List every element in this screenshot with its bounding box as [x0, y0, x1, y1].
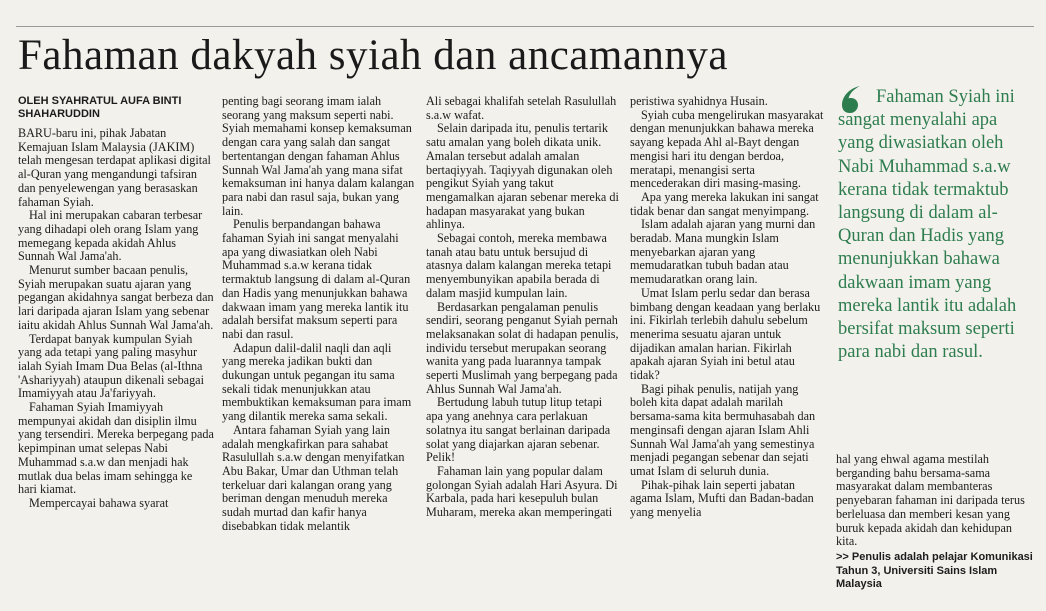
paragraph: Fahaman lain yang popular dalam golongan Syiah adalah Hari Asyura. Di Karbala, pada hari kesepuluh bulan Muharam, mereka akan memperingati — [426, 463, 618, 520]
byline: OLEH SYAHRATUL AUFA BINTI SHAHARUDDIN — [18, 95, 182, 120]
paragraph: Sebagai contoh, mereka membawa tanah atau batu untuk bersujud di atasnya dalam kalangan mereka tetapi menyembunyikan apabila berada di dalam masjid kumpulan lain. — [426, 231, 612, 300]
paragraph: peristiwa syahidnya Husain. — [630, 95, 768, 108]
paragraph: Selain daripada itu, penulis tertarik satu amalan yang boleh dikata unik. Amalan tersebut adalah amalan bertaqiyyah. Taqiyyah digunakan oleh pengikut Syiah yang takut mengamalkan ajaran sebenar mereka di hadapan masyarakat yang bukan ahlinya. — [426, 121, 619, 232]
paragraph: Pihak-pihak lain seperti jabatan agama Islam, Mufti dan Badan-badan yang menyelia — [630, 477, 814, 520]
paragraph: Menurut sumber bacaan penulis, Syiah merupakan suatu ajaran yang pegangan akidahnya sangat berbeza dan lari daripada ajaran Islam yang sebenar iaitu akidah Ahlus Sunnah Wal Jama'ah. — [18, 263, 214, 332]
top-rule — [16, 26, 1034, 27]
article-column-2 — [222, 95, 418, 605]
article-column-5 — [836, 453, 1032, 549]
article-column-4 — [630, 95, 826, 605]
paragraph: Mempercayai bahawa syarat — [29, 495, 169, 510]
paragraph: Berdasarkan pengalaman penulis sendiri, seorang penganut Syiah pernah melaksanakan solat di hadapan penulis, individu tersebut merupakan seorang wanita yang pada luarannya tampak seperti Muslimah yang berpegang pada Ahlus Sunnah Wal Jama'ah. — [426, 299, 619, 396]
article-column-3 — [426, 95, 622, 605]
paragraph: hal yang ehwal agama mestilah berganding bahu bersama-sama masyarakat dalam membanteras penyebaran fahaman ini daripada terus berleluasa dan memberi kesan yang buruk kepada akidah dan kehidupan kita. — [836, 452, 1025, 549]
pull-quote: Fahaman Syiah ini sangat menyalahi apa yang diwasiatkan oleh Nabi Muhammad s.a.w kerana tidak termaktub langsung di dalam al-Quran dan Hadis yang menunjukkan bahawa dakwaan imam yang mereka lantik itu adalah bersifat maksum seperti para nabi dan rasul. — [838, 87, 1017, 363]
paragraph: Adapun dalil-dalil naqli dan aqli yang mereka jadikan bukti dan dukungan untuk pegangan itu sama sekali tidak menunjukkan atau membuktikan kemaksuman para imam yang dilantik mereka sama sekali. — [222, 340, 412, 424]
paragraph: Terdapat banyak kumpulan Syiah yang ada tetapi yang paling masyhur ialah Syiah Imam Dua Belas (al-Ithna 'Ashariyyah) ataupun dikenali sebagai Imamiyyah atau Ja'fariyyah. — [18, 331, 204, 401]
paragraph: BARU-baru ini, pihak Jabatan Kemajuan Islam Malaysia (JAKIM) telah mengesan terdapat aplikasi digital al-Quran yang mengandungi tafsiran dan penyelewengan yang berasaskan fahaman Syiah. — [18, 126, 211, 209]
paragraph: Apa yang mereka lakukan ini sangat tidak benar dan sangat menyimpang. — [630, 189, 819, 218]
paragraph: Hal ini merupakan cabaran terbesar yang dihadapi oleh orang Islam yang memegang kepada akidah Ahlus Sunnah Wal Jama'ah. — [18, 208, 203, 264]
author-note: >> Penulis adalah pelajar Komunikasi Tahun 3, Universiti Sains Islam Malaysia — [836, 551, 1033, 590]
paragraph: Bagi pihak penulis, natijah yang boleh kita dapat adalah marilah bersama-sama kita bermuhasabah dan menginsafi dengan ajaran Islam Ahli Sunnah Wal Jama'ah yang semestinya menjadi pegangan sebenar dan sejati umat Islam di seluruh dunia. — [630, 381, 816, 478]
paragraph: Bertudung labuh tutup litup tetapi apa yang anehnya cara perlakuan solatnya itu sangat berlainan daripada solat yang diajarkan ajaran sebenar. Pelik! — [426, 395, 611, 465]
paragraph: Syiah cuba mengelirukan masyarakat dengan menunjukkan bahawa mereka sayang kepada Ahl al-Bayt dengan mengisi hari itu dengan berdoa, meratapi, menangisi serta mencederakan diri masing-masing. — [630, 107, 824, 191]
headline: Fahaman dakyah syiah dan ancamannya — [18, 32, 729, 79]
paragraph: penting bagi seorang imam ialah seorang yang maksum seperti nabi. Syiah memahami konsep kemaksuman dengan cara yang salah dan sangat bertentangan dengan fahaman Ahlus Sunnah Wal Jama'ah yang mana sifat kemaksuman ini hanya dalam kalangan para nabi dan rasul saja, bukan yang lain. — [222, 95, 415, 218]
paragraph: Antara fahaman Syiah yang lain adalah mengkafirkan para sahabat Rasulullah s.a.w dengan menyifatkan Abu Bakar, Umar dan Uthman telah terkeluar dari kalangan orang yang beriman dengan menuduh mereka sudah murtad dan kafir hanya disebabkan tidak melantik — [222, 422, 405, 533]
paragraph: Penulis berpandangan bahawa fahaman Syiah ini sangat menyalahi apa yang diwasiatkan oleh Nabi Muhammad s.a.w kerana tidak termaktub langsung di dalam al-Quran dan Hadis yang menunjukkan bahawa dakwaan imam yang mereka lantik itu adalah bersifat maksum seperti para nabi dan rasul. — [222, 217, 411, 341]
paragraph: Ali sebagai khalifah setelah Rasulullah s.a.w wafat. — [426, 95, 617, 122]
article-column-1 — [18, 95, 214, 605]
paragraph: Islam adalah ajaran yang murni dan beradab. Mana mungkin Islam menyebarkan ajaran yang memudaratkan tubuh badan atau memudaratkan orang lain. — [630, 217, 816, 287]
paragraph: Umat Islam perlu sedar dan berasa bimbang dengan keadaan yang berlaku ini. Fikirlah terlebih dahulu sebelum menerima sesuatu ajaran untuk dijadikan amalan harian. Fikirlah apakah ajaran Syiah ini betul atau tidak? — [630, 285, 821, 383]
paragraph: Fahaman Syiah Imamiyyah mempunyai akidah dan disiplin ilmu yang tersendiri. Mereka berpegang pada kepimpinan umat selepas Nabi Muhammad s.a.w dan menjadi hak mutlak dua belas imam sehingga ke hari kiamat. — [18, 400, 214, 497]
